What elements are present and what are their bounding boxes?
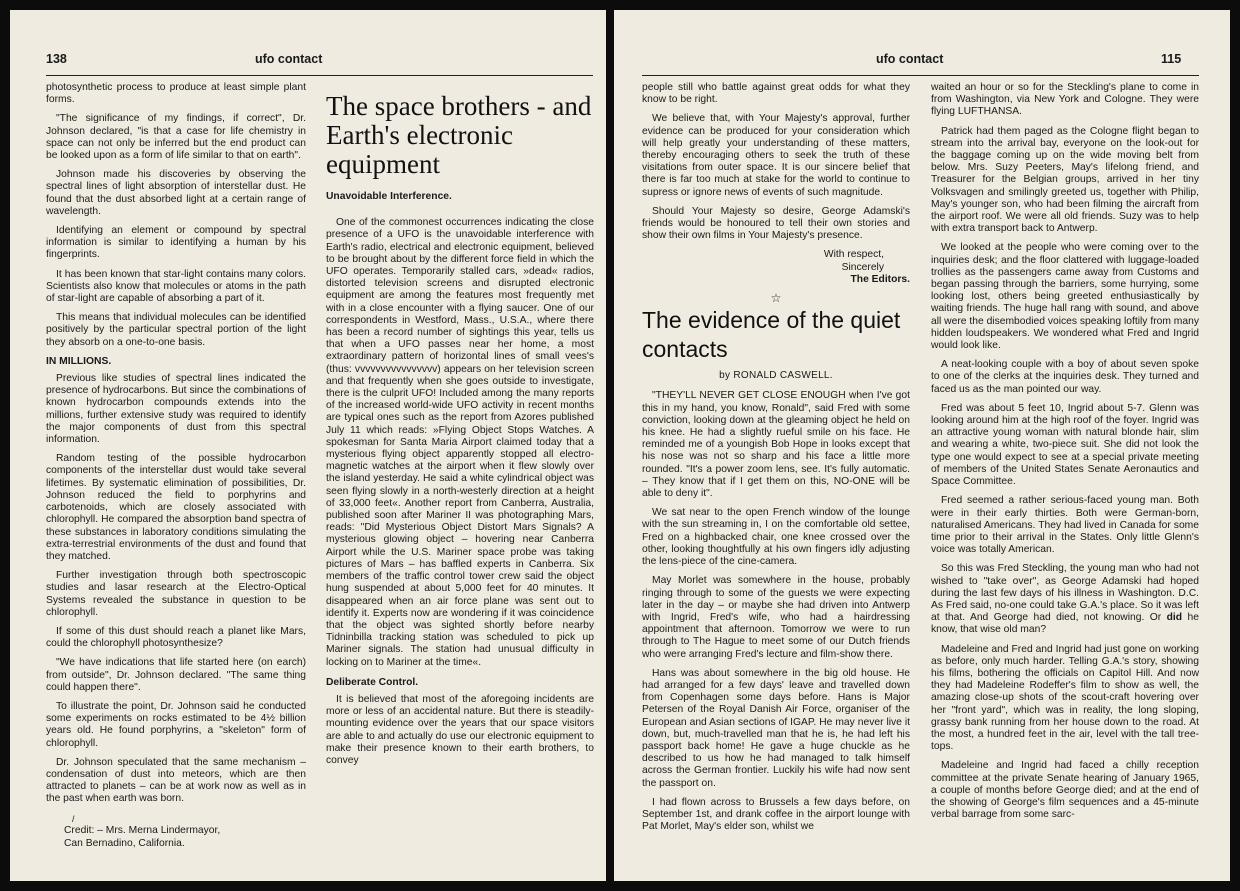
article-headline: The space brothers - and Earth's electronic equipment [326,91,592,179]
paragraph: A neat-looking couple with a boy of about seven spoke to one of the clerks at the inquiries desk. They turned and faced us as the man pointed our way. [931,359,1199,395]
left-column-2 [326,82,594,774]
page-number: 138 [46,52,67,66]
paragraph: One of the commonest occurrences indicating the close presence of a UFO is the unavoidable interference with Earth's radio, electrical and electronic equipment, believed to be brought about by the different force field in which the UFO operates. Temporarily stalled cars, »dead« radios, distorted television screens and disrupted electronic equipment are among the features most frequently met with in a close encounter with a flying saucer. One of our correspondents in Westford, Mass., U.S.A., where there has been a record number of sightings this year, tells us that when a UFO passes near her home, a most extraordinary pattern of horizontal lines of small vees's (thus: vvvvvvvvvvvvvvvv) appears on her television screen and that frequently when she goes outside to investigate, there is the culprit UFO! Included among the many reports of the increased world-wide UFO activity in recent months are typical ones such as the report from Azores published July 11 which reads: »Flying Object Stops Watches. A spokesman for Santa Maria Airport claimed today that a mysterious flying object apparently stopped all electro-magnetic watches at the airport when it flew slowly over the island yesterday. He said a white cylindrical object was seen flying slowly in a north-westerly direction at a height of 33,000 feet«. Another report from Canberra, Australia, published soon after Mariner II was photographing Mars, reads: "Did Mysterious Object Distort Mars Signals? A mysterious glowing object – hovering near Canberra Airport while the U.S. Mariner space probe was taking pictures of Mars – has baffled experts in Canberra. Six members of the traffic control tower crew said the object hung suspended at about 5,000 feet for 40 minutes. It disappeared when an air force plane was sent out to identify it. Experts now are wondering if it was coincidence that the object was sighted shortly before nearby Tidninbilla tracking station was scheduled to pick up Mariner signals. The station had unusual difficulty in locking on to Mariner at the time«. [326,217,594,668]
left-page [10,10,606,881]
paragraph: It is believed that most of the aforegoing incidents are more or less of an accidental nature. But there is steadily-mounting evidence over the years that our space visitors are able to and actually do use our electronic equipment to make their presence known to their earth brothers, to convey [326,693,594,766]
paragraph: Dr. Johnson speculated that the same mechanism – condensation of dust into meteors, which are then attracted to planets – can be at work now as well as in the past when earth was born. [46,756,306,805]
paragraph: Patrick had them paged as the Cologne flight began to stream into the arrival bay, everyone on the look-out for the baggage coming up on the wide moving belt from below. Mrs. Suzy Peeters, May's lifelong friend, and Treasurer for the Belgian groups, arrived in her tiny Volksvagen and smilingly greeted us, together with Philip, May's younger son, who had been filming the aircraft from the airport roof. We were all old friends. Suzy was to help with extra transport back to Antwerp. [931,125,1199,235]
credit-line: Credit: – Mrs. Merna Lindermayor, [64,825,221,837]
page-gutter [606,0,614,891]
paragraph: Fred seemed a rather serious-faced young man. Both were in their early thirties. Both were German-born, naturalised Americans. They had lived in Canada for some time prior to their arrival in the States. Only little Glenn's voice was totally American. [931,495,1199,556]
paragraph: It has been known that star-light contains many colors. Scientists also know that molecules or atoms in the path of star-light are capable of absorbing a part of it. [46,268,306,305]
paragraph: photosynthetic process to produce at least simple plant forms. [46,82,306,106]
signoff-line: With respect, [823,249,884,261]
paragraph: If some of this dust should reach a planet like Mars, could the chlorophyll photosynthesize? [46,625,306,650]
page-number: 115 [1161,52,1182,66]
paragraph: Should Your Majesty so desire, George Adamski's friends would be honoured to tell their own stories and show their own films in Your Majesty's presence. [642,205,910,242]
paragraph: Johnson made his discoveries by observing the spectral lines of light absorption of interstellar dust. He found that the dust absorbed light at a certain range of wavelength. [46,169,306,217]
paragraph: To illustrate the point, Dr. Johnson said he conducted some experiments on rocks estimated to be 4½ billion years old. He found porphyrins, a "skeleton" form of chlorophyll. [46,700,306,749]
paragraph: Madeleine and Fred and Ingrid had just gone on working as before, only much harder. Telling G.A.'s story, showing his films, bothering the officials on Capitol Hill. And now they had Madeleine Rodeffer's film to show as well, the amazing close-up shots of the scout-craft hovering over her "front yard", which was in reality, the long sloping, grassy bank running from her house down to the road. At the most, a hundred feet in the air, level with the tall tree-tops. [931,643,1199,753]
left-column-1 [46,82,306,850]
paragraph: This means that individual molecules can be identified positively by the particular spectral portion of the light they absorb on a one-to-one basis. [46,312,306,348]
running-head: ufo contact [876,52,944,66]
byline: by RONALD CASWELL. [719,370,833,382]
text-run: he know, that wise old man? [931,612,1199,636]
star-ornament: ☆ [770,291,782,306]
handwritten-tick: / [72,813,75,824]
signoff [642,249,910,286]
paragraph: We sat near to the open French window of the lounge with the sun streaming in, I on the comfortable old settee, Fred on a highbacked chair, one knee crossed over the other, looking thoughtfully at his own fingers idly adjusting the lens-piece of the cine-camera. [642,507,910,568]
paragraph: "THEY'LL NEVER GET CLOSE ENOUGH when I've got this in my hand, you know, Ronald", said Fred with some conviction, looking down at the gleaming object he held on his knee. He had a slightly rueful smile on his face. He reminded me of a youngish Bob Hope in looks except that his nose was not so sharp and his face a little more rounded. "It's a power zoom lens, see. It's fully automatic. – They know that if I get them on this, NO-ONE will be able to deny it". [642,390,910,500]
right-page [614,10,1230,881]
paragraph: Identifying an element or compound by spectral information is similar to identifying a human by his fingerprints. [46,225,306,261]
paragraph: May Morlet was somewhere in the house, probably ringing through to some of the guests we were expecting later in the day – or maybe she had driven into Antwerp with Ingrid, Fred's wife, who had a hairdressing appointment that afternoon. Tomorrow we were to run through to The Hague to meet some of our Dutch friends who were arranging Fred's lecture and film-show there. [642,575,910,660]
paragraph: Fred was about 5 feet 10, Ingrid about 5-7. Glenn was looking around him at the high roof of the foyer. Ingrid was an attractive young woman with natural blonde hair, slim and wearing a white, two-piece suit. She did not look the type one would expect to see at a special private meeting of members of the United States Senate Aeronautics and Space Committee. [931,402,1199,488]
credit-line: Can Bernadino, California. [64,837,185,849]
paragraph: Further investigation through both spectroscopic studies and lasar research at the Electro-Optical Systems revealed the substance in question to be chlorophyll. [46,570,306,618]
paragraph: Previous like studies of spectral lines indicated the presence of hydrocarbons. But since the combinations of known hydrocarbon compounds extends into the millions, further extensive study was required to identify the major components of dust from this spectral information. [46,373,306,446]
paragraph: waited an hour or so for the Steckling's plane to come in from Washington, via New York and Cologne. They were flying LUFTHANSA. [931,82,1199,118]
running-head: ufo contact [255,52,323,66]
credit [46,813,306,851]
section-heading: IN MILLIONS. [46,355,112,367]
right-column-1 [642,82,910,840]
signoff-line: Sincerely [841,261,884,273]
header-rule [46,75,593,76]
emphasis: did [1166,612,1183,624]
subheading: Unavoidable Interference. [326,191,452,202]
paragraph: people still who battle against great odds for what they know to be right. [642,82,910,106]
paragraph: Hans was about somewhere in the big old house. He had arranged for a few days' leave and travelled down from Copenhagen some days before. Hans is Major Petersen of the Royal Danish Air Force, organiser of the European and Asian sections of IGAP. He may never live it down, but, much-travelled man that he is, he had left his passport back home! He gave a huge chuckle as he described to us how he had managed to talk himself across the German frontier. Luckily his wife had now sent the passport on. [642,667,910,789]
subheading: Deliberate Control. [326,676,419,688]
right-column-2 [931,53,1199,828]
paragraph: We believe that, with Your Majesty's approval, further evidence can be produced for your consideration which will help greatly your understanding of these matters, thereby encouraging others to seek the truth of these visitations from outer space. It is our sincere belief that there is far too much at stake for the world to continue to supress or ignore news of events of such magnitude. [642,113,910,198]
paragraph: "We have indications that life started here (on earch) from outside", Dr. Johnson declared. "The same thing could happen there". [46,657,306,693]
paragraph [931,563,1199,636]
signoff-editors: The Editors. [850,273,910,285]
paragraph: I had flown across to Brussels a few days before, on September 1st, and drank coffee in the airport lounge with Pat Morlet, May's elder son, whilst we [642,796,910,833]
paragraph: We looked at the people who were coming over to the inquiries desk; and the floor clattered with luggage-loaded trollies as the passengers came away from Customs and began passing through the barriers, some hurrying, some looking lost, others being greeted enthusiastically by waiting friends. The huge hall rang with sound, and above all were the disembodied voices speaking loftily from many hidden loudspeakers. We wondered what Fred and Ingrid would look like. [931,242,1199,352]
paragraph: Random testing of the possible hydrocarbon components of the interstellar dust would take several lifetimes. By systematic elimination of possibilities, Dr. Johnson reduced the field to porphyrins and carbotenoids, which are closely associated with chlorophyll. He compared the absorption band spectra of these substances in laboratory conditions simulating the extra-terrestrial environments of the dust and found that they matched. [46,453,306,562]
paragraph: Madeleine and Ingrid had faced a chilly reception committee at the private Senate hearing of January 1965, a couple of months before George died; and at the end of the showing of George's film sequences and a 45-minute verbal barrage from some sarc- [931,760,1199,821]
text-run: So this was Fred Steckling, the young man who had not wished to "take over", as George Adamski had hoped during the last few days of his illness in Washington. D.C. As Fred said, no-one could take G.A.'s place. So it was left at that. And George had died, not knowing. Or [931,563,1199,624]
paragraph: "The significance of my findings, if correct", Dr. Johnson declared, "is that a case for life chemistry in space can not only be inferred but the end product can be looked upon as a form of life similar to that on earth". [46,113,306,162]
article-headline: The evidence of the quiet contacts [642,307,901,363]
